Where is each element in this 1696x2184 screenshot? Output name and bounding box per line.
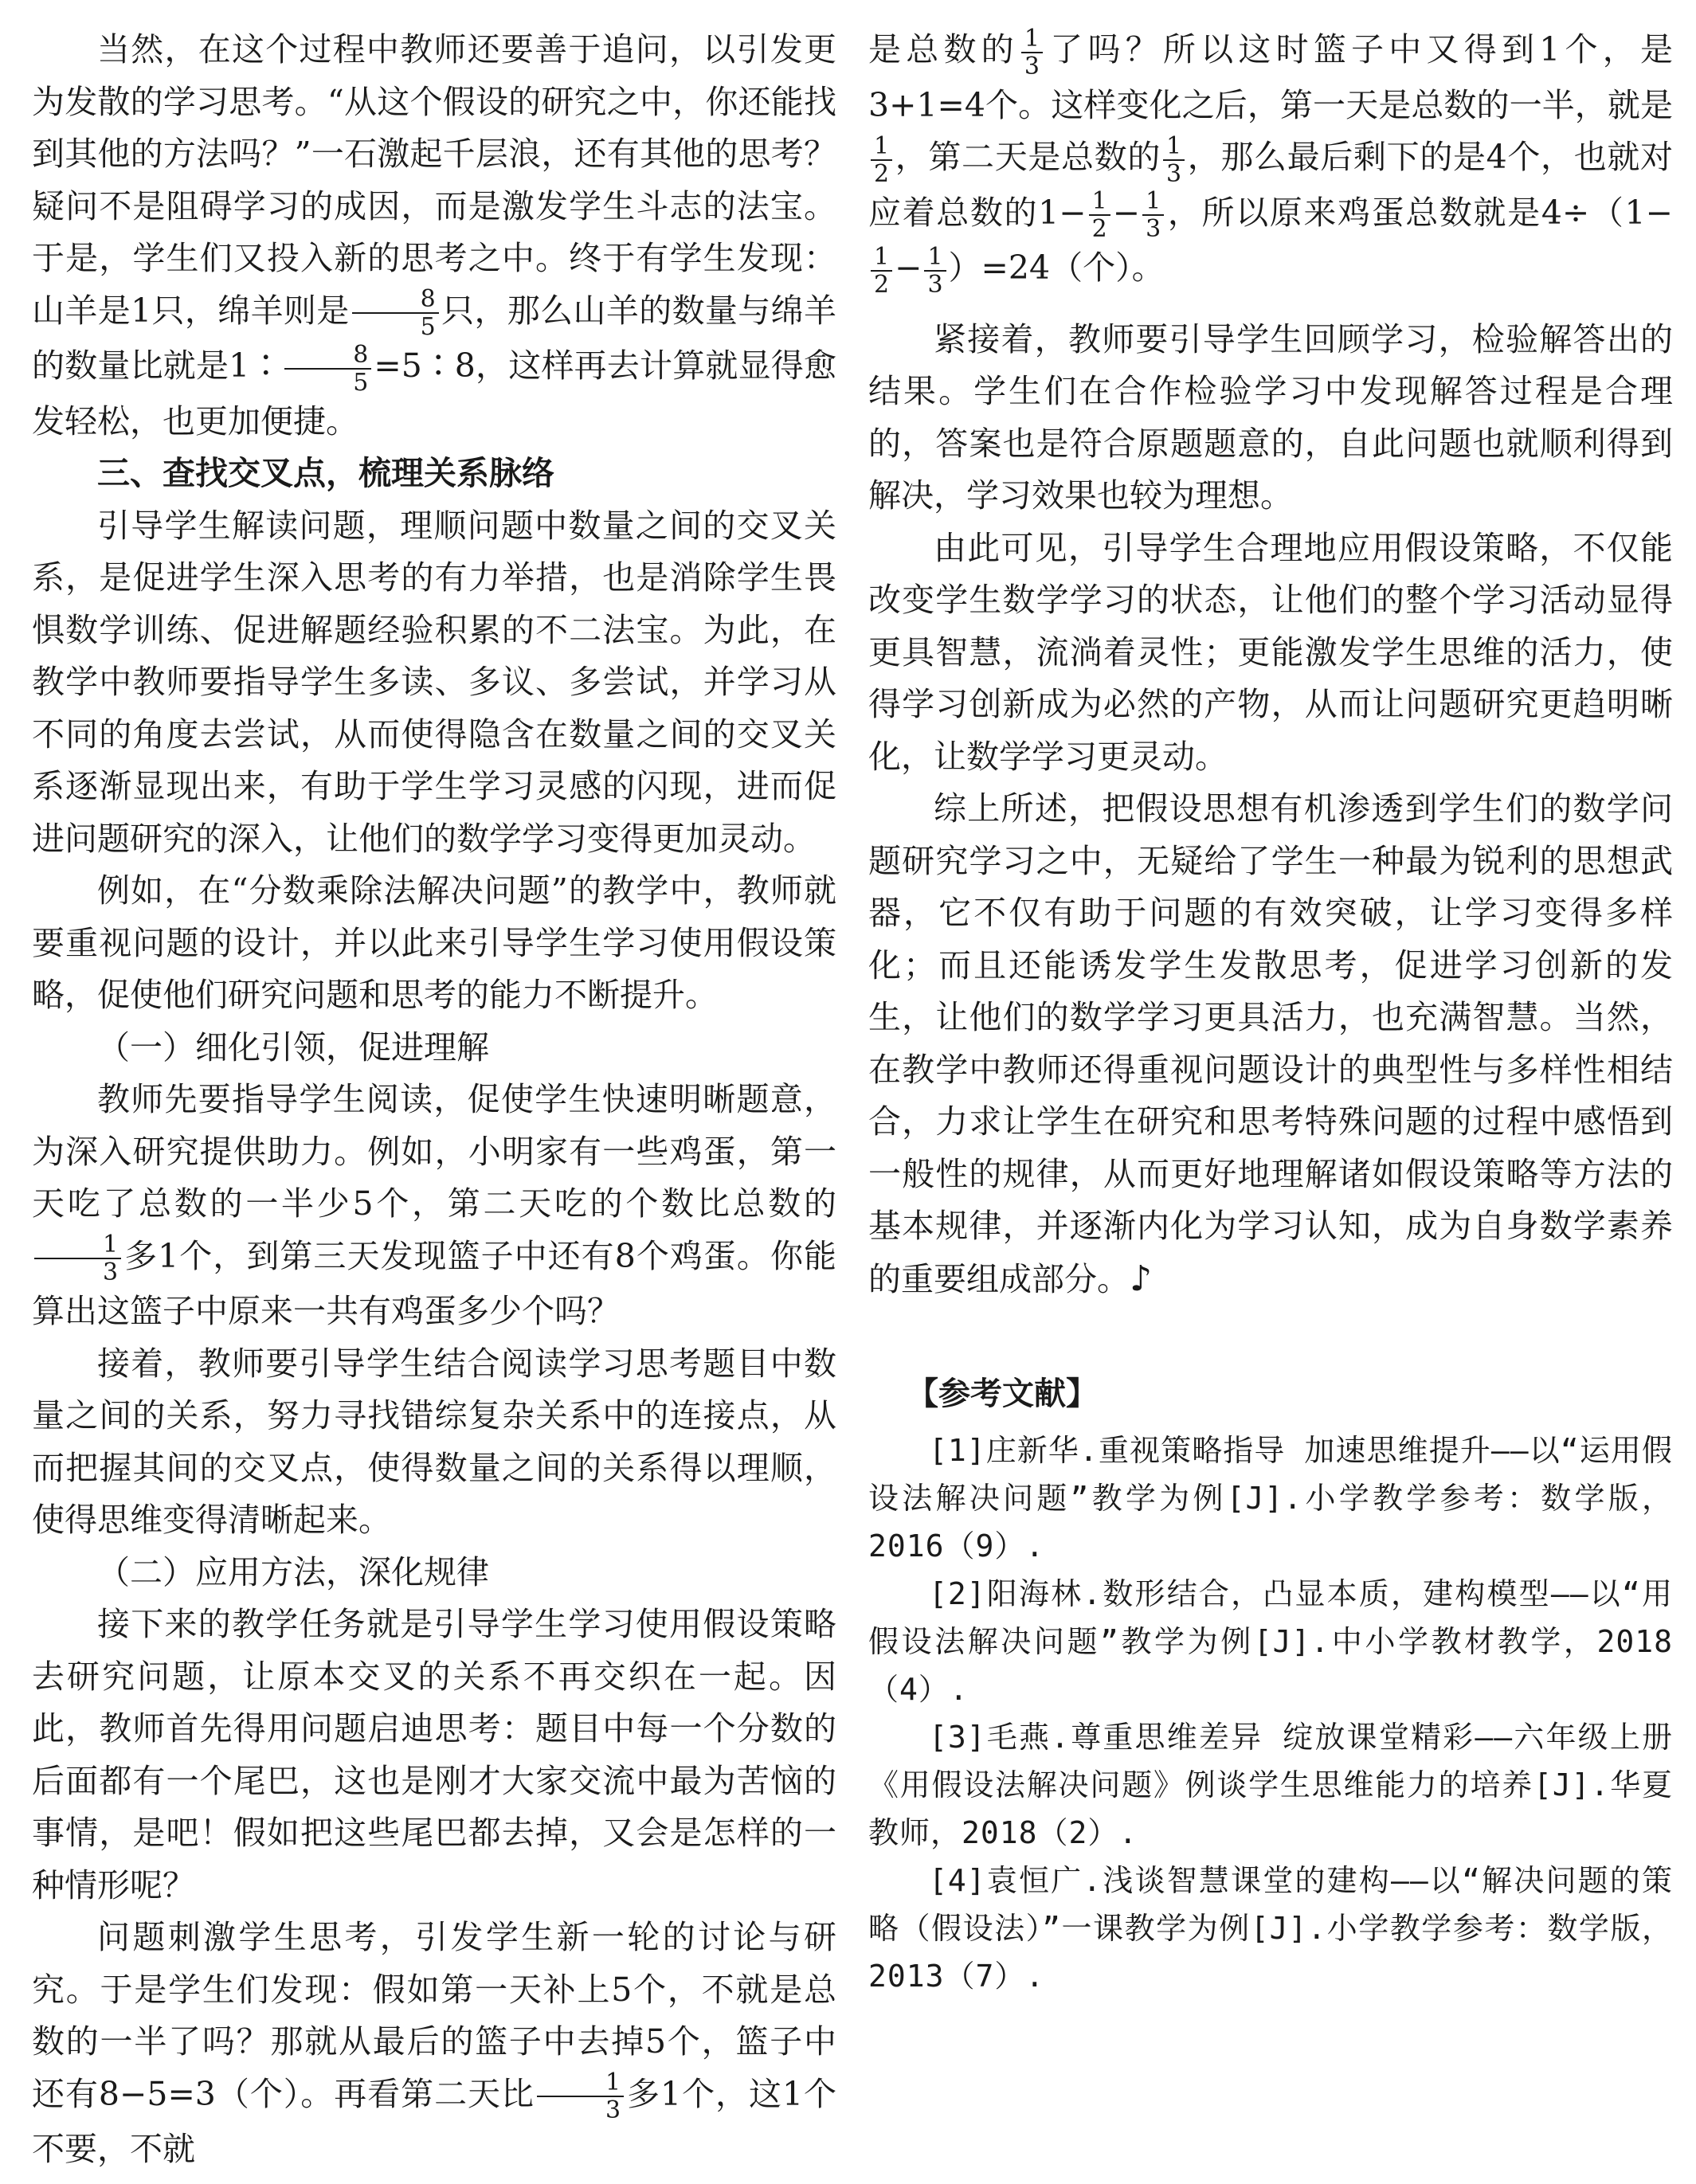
paragraph: 教师先要指导学生阅读，促使学生快速明晰题意，为深入研究提供助力。例如，小明家有一些鸡蛋，第一天吃了总数的一半少5个，第二天吃的个数比总数的 $\frac{1}{3}$ 多1个，到第三天发现篮子中还有8个鸡蛋。你能算出这篮子中原来一共有鸡蛋多少个吗？ [32,1080,836,1330]
left-column [32,24,836,2176]
paragraph: 综上所述，把假设思想有机渗透到学生们的数学问题研究学习之中，无疑给了学生一种最为锐利的思想武器，它不仅有助于问题的有效突破，让学习变得多样化；而且还能诱发学生发散思考，促进学习创新的发生，让他们的数学学习更具活力，也充满智慧。当然，在教学中教师还得重视问题设计的典型性与多样性相结合，力求让学生在研究和思考特殊问题的过程中感悟到一般性的规律，从而更好地理解诸如假设策略等方法的基本规律，并逐渐内化为学习认知，成为自身数学素养的重要组成部分。♪ [868,789,1673,1299]
right-column [868,24,1673,2000]
reference-item: [2]阳海林.数形结合，凸显本质，建构模型——以“用假设法解决问题”教学为例[J].中小学教材教学，2018（4）. [868,1576,1673,1707]
music-note-icon: ♪ [1130,1258,1153,1299]
fraction: $\frac{1}{3}$ [34,1231,121,1286]
paragraph: 接着，教师要引导学生结合阅读学习思考题目中数量之间的关系，努力寻找错综复杂关系中的连接点，从而把握其间的交叉点，使得数量之间的关系得以理顺，使得思维变得清晰起来。 [32,1344,836,1539]
references-heading: 【参考文献】 [907,1376,1098,1412]
paragraph: 是总数的 $\frac{1}{3}$ 了吗？所以这时篮子中又得到1个，是3+1=4个。这样变化之后，第一天是总数的一半，就是 $\frac{1}{2}$ ，第二天是总数的 $\frac{1}{3}$ ，那么最后剩下的是4个，也就对应着总数的1− $\frac{1}{2}$ − $\frac{1}{3}$ ，所以原来鸡蛋总数就是4÷（1− $\frac{1}{2}$ − $\frac{1}{3}$ ）=24（个）。 [868,24,1674,299]
fraction: $\frac{1}{3}$ [1021,25,1043,80]
paragraph: 紧接着，教师要引导学生回顾学习，检验解答出的结果。学生们在合作检验学习中发现解答过程是合理的，答案也是符合原题题意的，自此问题也就顺利得到解决，学习效果也较为理想。 [868,319,1673,515]
paragraph: 例如，在“分数乘除法解决问题”的教学中，教师就要重视问题的设计，并以此来引导学生学习使用假设策略，促使他们研究问题和思考的能力不断提升。 [32,871,836,1014]
paragraph: 引导学生解读问题，理顺问题中数量之间的交叉关系，是促进学生深入思考的有力举措，也是消除学生畏惧数学训练、促进解题经验积累的不二法宝。为此，在教学中教师要指导学生多读、多议、多尝试，并学习从不同的角度去尝试，从而使得隐含在数量之间的交叉关系逐渐显现出来，有助于学生学习灵感的闪现，进而促进问题研究的深入，让他们的数学学习变得更加灵动。 [32,506,836,858]
fraction: $\frac{1}{3}$ [537,2069,624,2123]
fraction: $\frac{1}{2}$ [871,244,892,298]
fraction: $\frac{1}{3}$ [924,244,946,298]
reference-item: [1]庄新华.重视策略指导 加速思维提升——以“运用假设法解决问题”教学为例[J].小学教学参考：数学版，2016（9）. [868,1433,1673,1564]
reference-item: [4]袁恒广.浅谈智慧课堂的建构——以“解决问题的策略（假设法）”一课教学为例[J].小学教学参考：数学版，2013（7）. [868,1863,1673,1994]
fraction: $\frac{1}{3}$ [1163,133,1185,187]
paragraph: 由此可见，引导学生合理地应用假设策略，不仅能改变学生数学学习的状态，让他们的整个学习活动显得更具智慧，流淌着灵性；更能激发学生思维的活力，使得学习创新成为必然的产物，从而让问题研究更趋明晰化，让数学学习更灵动。 [868,528,1673,776]
fraction: $\frac{8}{5}$ [284,342,371,396]
fraction: $\frac{1}{2}$ [1089,188,1110,242]
paragraph: 问题刺激学生思考，引发学生新一轮的讨论与研究。于是学生们发现：假如第一天补上5个，不就是总数的一半了吗？那就从最后的篮子中去掉5个，篮子中还有8−5=3（个）。再看第二天比 $\frac{1}{3}$ 多1个，这1个不要，不就 [32,1918,837,2168]
subsection-heading: （一）细化引领，促进理解 [97,1027,489,1067]
reference-item: [3]毛燕.尊重思维差异 绽放课堂精彩——六年级上册《用假设法解决问题》例谈学生思维能力的培养[J].华夏教师，2018（2）. [868,1720,1673,1850]
paragraph: 接下来的教学任务就是引导学生学习使用假设策略去研究问题，让原本交叉的关系不再交织在一起。因此，教师首先得用问题启迪思考：题目中每一个分数的后面都有一个尾巴，这也是刚才大家交流中最为苦恼的事情，是吧！假如把这些尾巴都去掉，又会是怎样的一种情形呢？ [32,1605,836,1904]
section-heading: 三、查找交叉点，梳理关系脉络 [97,454,554,492]
fraction: $\frac{1}{3}$ [1142,188,1164,242]
subsection-heading: （二）应用方法，深化规律 [97,1552,489,1591]
fraction: $\frac{8}{5}$ [352,286,439,340]
fraction: $\frac{1}{2}$ [871,133,892,187]
paragraph: 当然，在这个过程中教师还要善于追问，以引发更为发散的学习思考。“从这个假设的研究之中，你还能找到其他的方法吗？”一石激起千层浪，还有其他的思考？疑问不是阻碍学习的成因，而是激发学生斗志的法宝。于是，学生们又投入新的思考之中。终于有学生发现：山羊是1只，绵羊则是 $\frac{8}{5}$ 只，那么山羊的数量与绵羊的数量比就是1∶ $\frac{8}{5}$ =5∶8，这样再去计算就显得愈发轻松，也更加便捷。 [32,30,836,440]
